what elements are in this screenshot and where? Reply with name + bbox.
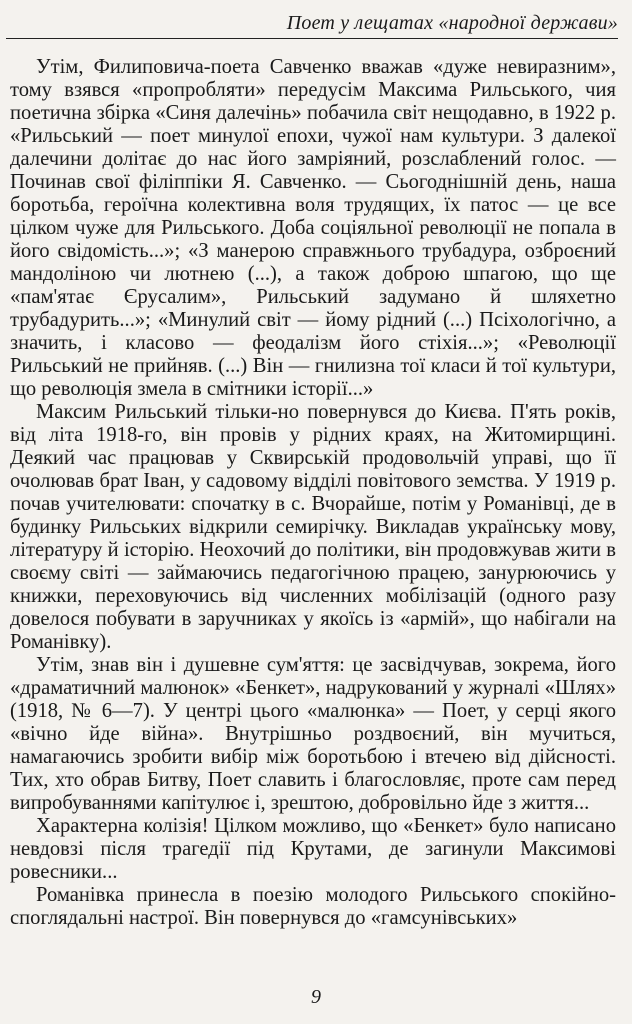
body-text (10, 56, 616, 930)
paragraph-5: Романівка принесла в поезію молодого Рильського спокійно-споглядальні настрої. Він повернувся до «гамсунівських» (10, 884, 616, 929)
paragraph-4: Характерна колізія! Цілком можливо, що «Бенкет» було написано невдовзі після трагедії під Крутами, де загинули Максимові ровесники... (10, 815, 616, 883)
page-number: 9 (311, 986, 321, 1008)
running-head: Поет у лещатах «народної держави» (6, 8, 618, 39)
paragraph-1: Утім, Филиповича-поета Савченко вважав «дуже невиразним», тому взявся «пропробляти» передусім Максима Рильського, чия поетична збірка «Синя далечінь» побачила світ нещодавно, в 1922 р. «Рильський — поет минулої епохи, чужої нам культури. З далекої далечини долітає до нас його замріяний, розслаблений голос. — Починав свої філіппіки Я. Савченко. — Сьогоднішній день, наша боротьба, героїчна колективна воля трудящих, їх патос — це все цілком чуже для Рильського. Доба соціяльної революції не попала в його свідомість...»; «З манерою справжнього трубадура, озброєний мандоліною чи лютнею (...), а також доброю шпагою, що ще «пам'ятає Єрусалим», Рильський задумано й шляхетно трубадурить...»; «Минулий світ — йому рідний (...) Псіхологічно, а значить, і класово — феодалізм його стіхія...»; «Революції Рильський не прийняв. (...) Він — гнилизна тої класи й тої культури, що революція змела в смітники історії...» (10, 56, 616, 400)
paragraph-3: Утім, знав він і душевне сум'яття: це засвідчував, зокрема, його «драматичний малюнок» «Бенкет», надрукований у журналі «Шлях» (1918, № 6—7). У центрі цього «малюнка» — Поет, у серці якого «вічно йде війна». Внутрішньо роздвоєний, він мучиться, намагаючись зробити вибір між боротьбою і втечею від дійсності. Тих, хто обрав Битву, Поет славить і благословляє, проте сам перед випробуваннями капітулює і, зрештою, добровільно йде з життя... (10, 654, 616, 814)
paragraph-2: Максим Рильський тільки-но повернувся до Києва. П'ять років, від літа 1918-го, він провів у рідних краях, на Житомирщині. Деякий час працював у Сквирській продовольчій управі, що її очолював брат Іван, у садовому відділі повітового земства. У 1919 р. почав учителювати: спочатку в с. Вчорайше, потім у Романівці, де в будинку Рильських відкрили семирічку. Викладав українську мову, літературу й історію. Неохочий до політики, він продовжував жити в своєму світі — займаючись педагогічною працею, занурюючись у книжки, переховуючись від численних мобілізацій (одного разу довелося побувати в заручниках у якоїсь із «армій», що набігали на Романівку). (10, 401, 616, 653)
